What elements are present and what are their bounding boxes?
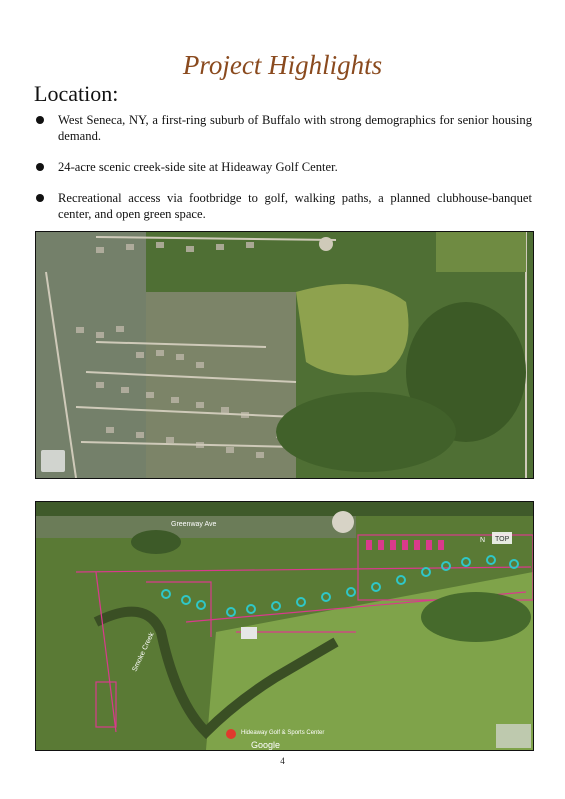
creek-label: Smoke Creek <box>131 631 156 673</box>
bullet-icon <box>36 116 44 124</box>
place-label: Hideaway Golf & Sports Center <box>241 730 325 736</box>
section-heading: Location: <box>34 81 119 106</box>
street-label: Greenway Ave <box>171 521 217 528</box>
google-brand: Google <box>251 740 281 750</box>
bullet-text: 24-acre scenic creek-side site at Hideaway Golf Center. <box>58 160 338 174</box>
compass-icon: N <box>480 537 486 544</box>
list-item <box>36 112 532 144</box>
bullet-text: Recreational access via footbridge to golf, walking paths, a planned clubhouse-banquet center, and open green space. <box>58 191 532 221</box>
aerial-map-image <box>35 231 534 479</box>
page-title: Project Highlights <box>182 50 383 80</box>
list-item <box>36 190 532 222</box>
bullet-list <box>36 112 532 237</box>
bullet-icon <box>36 194 44 202</box>
bullet-text: West Seneca, NY, a first-ring suburb of Buffalo with strong demographics for senior housing demand. <box>58 113 532 143</box>
top-button[interactable]: TOP <box>495 536 510 543</box>
site-plan-map-image <box>35 501 534 751</box>
list-item <box>36 159 532 175</box>
page-number: 4 <box>280 756 285 766</box>
bullet-icon <box>36 163 44 171</box>
